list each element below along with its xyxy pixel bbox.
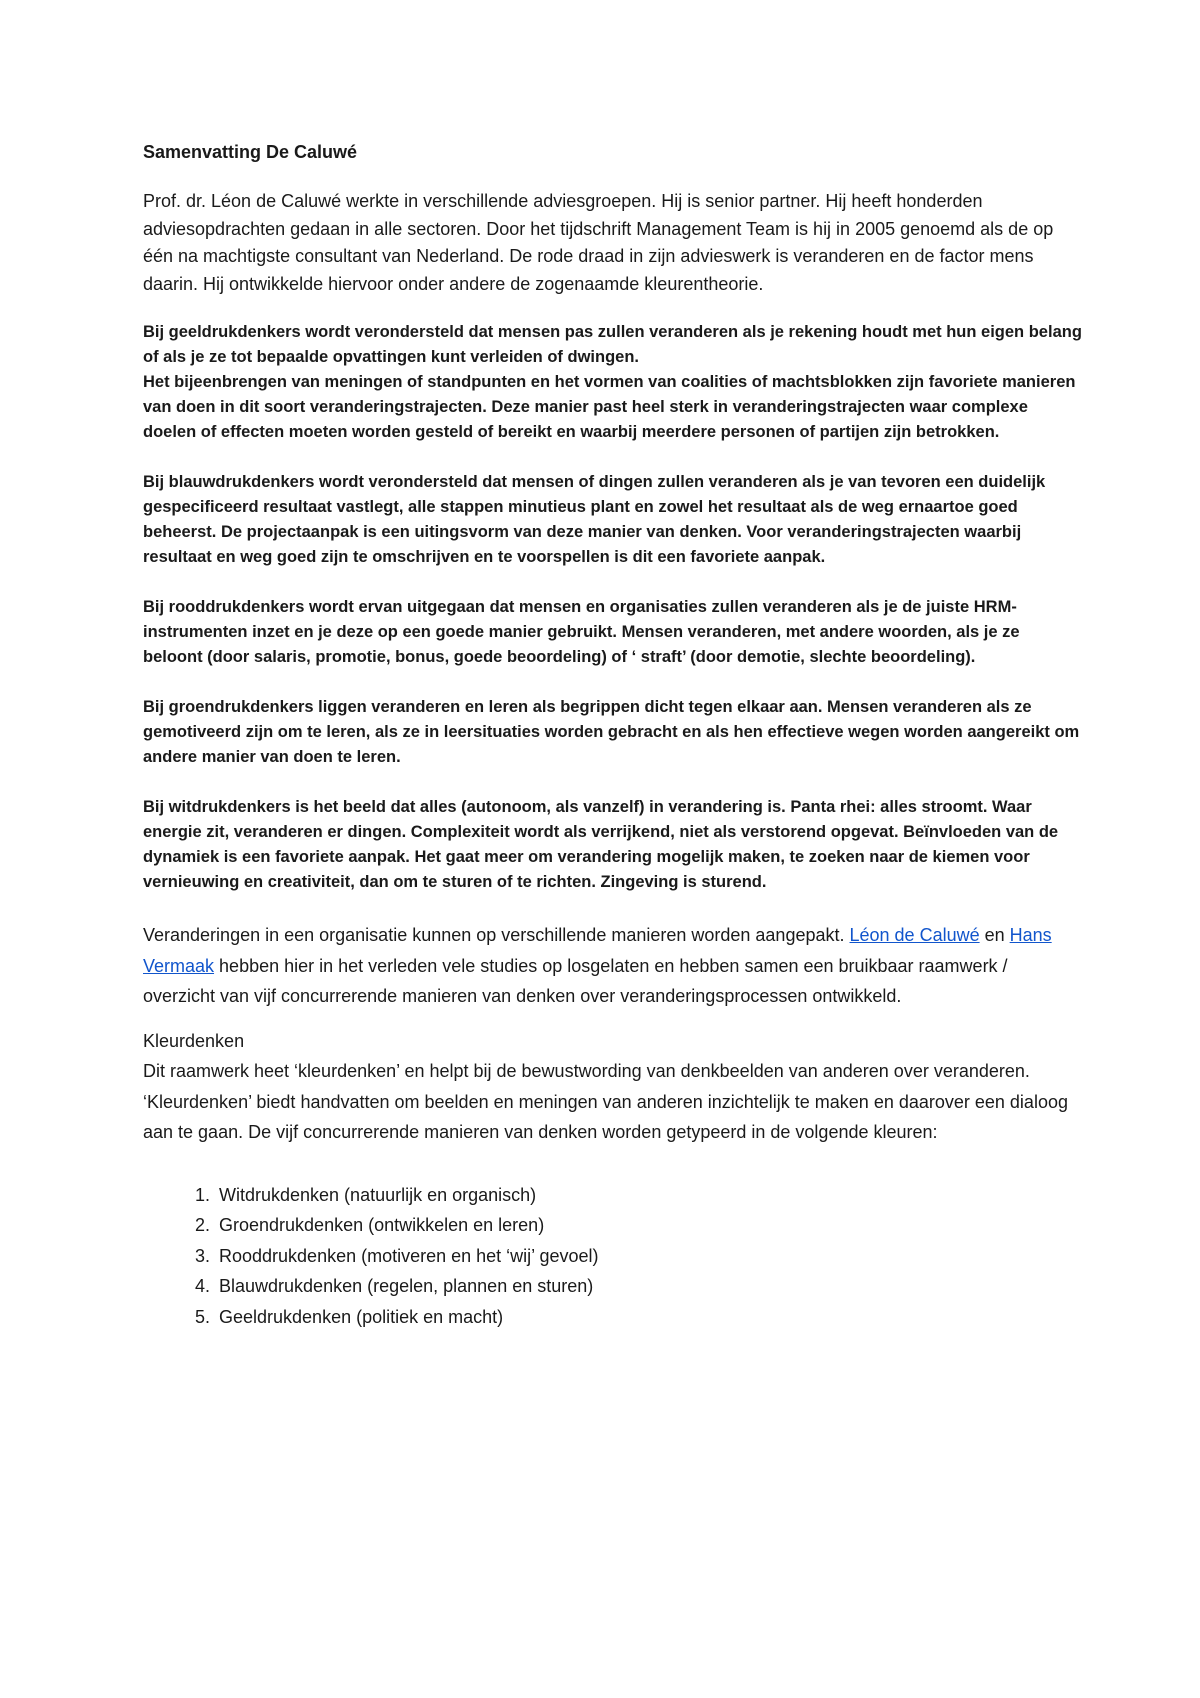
organisation-text-3: hebben hier in het verleden vele studies op losgelaten en hebben samen een bruikbaar raamwerk / overzicht van vijf concurrerende manieren van denken over veranderingsprocessen ontwikkeld. <box>143 955 1008 1006</box>
document-page <box>143 140 1083 1332</box>
kleurdenken-section <box>143 1026 1083 1148</box>
witdruk-paragraph: Bij witdrukdenkers is het beeld dat alles (autonoom, als vanzelf) in verandering is. Panta rhei: alles stroomt. Waar energie zit, veranderen er dingen. Complexiteit wordt als verrijkend, niet als verstorend opgevat. Beïnvloeden van de dynamiek is een favoriete aanpak. Het gaat meer om verandering mogelijk maken, te zoeken naar de kiemen voor vernieuwing en creativiteit, dan om te sturen of te richten. Zingeving is sturend. <box>143 798 1059 891</box>
list-item: 2. Groendrukdenken (ontwikkelen en leren) <box>215 1210 1083 1241</box>
list-item: 1. Witdrukdenken (natuurlijk en organisch) <box>215 1180 1083 1211</box>
document-title: Samenvatting De Caluwé <box>143 142 358 162</box>
list-item: 4. Blauwdrukdenken (regelen, plannen en sturen) <box>215 1271 1083 1302</box>
geeldruk-sentence-1: Bij geeldrukdenkers wordt verondersteld dat mensen pas zullen veranderen als je rekening houdt met hun eigen belang of als je ze tot bepaalde opvattingen kunt verleiden of dwingen. <box>143 323 1082 366</box>
organisation-text-2: en <box>979 925 1010 945</box>
list-item: 5. Geeldrukdenken (politiek en macht) <box>215 1302 1083 1333</box>
geeldruk-paragraph <box>143 320 1083 445</box>
geeldruk-sentence-2: Het bijeenbrengen van meningen of standpunten en het vormen van coalities of machtsblokken zijn favoriete manieren van doen in dit soort veranderingstrajecten. Deze manier past heel sterk in veranderingstrajecten waar complexe doelen of effecten moeten worden gesteld of bereikt en waarbij meerdere personen of partijen zijn betrokken. <box>143 373 1076 441</box>
rooddruk-paragraph: Bij rooddrukdenkers wordt ervan uitgegaan dat mensen en organisaties zullen veranderen als je de juiste HRM-instrumenten inzet en je deze op een goede manier gebruikt. Mensen veranderen, met andere woorden, als je ze beloont (door salaris, promotie, bonus, goede beoordeling) of ‘ straft’ (door demotie, slechte beoordeling). <box>143 598 1020 666</box>
blauwdruk-paragraph: Bij blauwdrukdenkers wordt verondersteld dat mensen of dingen zullen veranderen als je van tevoren een duidelijk gespecificeerd resultaat vastlegt, alle stappen minutieus plant en zowel het resultaat als de weg ernaartoe goed beheerst. De projectaanpak is een uitingsvorm van deze manier van denken. Voor veranderingstrajecten waarbij resultaat en weg goed zijn te omschrijven en te voorspellen is dit een favoriete aanpak. <box>143 473 1046 566</box>
kleurdenken-text: Dit raamwerk heet ‘kleurdenken’ en helpt bij de bewustwording van denkbeelden van anderen over veranderen. ‘Kleurdenken’ biedt handvatten om beelden en meningen van anderen inzichtelijk te maken en daarover een dialoog aan te gaan. De vijf concurrerende manieren van denken worden getypeerd in de volgende kleuren: <box>143 1061 1068 1142</box>
list-item: 3. Rooddrukdenken (motiveren en het ‘wij’ gevoel) <box>215 1241 1083 1272</box>
organisation-text-1: Veranderingen in een organisatie kunnen op verschillende manieren worden aangepakt. <box>143 925 850 945</box>
kleurdenken-heading: Kleurdenken <box>143 1030 245 1051</box>
organisation-paragraph <box>143 920 1083 1012</box>
link-leon-de-caluwe[interactable]: Léon de Caluwé <box>849 925 980 945</box>
intro-paragraph: Prof. dr. Léon de Caluwé werkte in verschillende adviesgroepen. Hij is senior partner. Hij heeft honderden adviesopdrachten gedaan in alle sectoren. Door het tijdschrift Management Team is hij in 2005 genoemd als de op één na machtigste consultant van Nederland. De rode draad in zijn advieswerk is veranderen en de factor mens daarin. Hij ontwikkelde hiervoor onder andere de zogenaamde kleurentheorie. <box>143 191 1054 294</box>
link-hans-vermaak[interactable]: Hans Vermaak <box>143 925 1052 976</box>
groendruk-paragraph: Bij groendrukdenkers liggen veranderen en leren als begrippen dicht tegen elkaar aan. Mensen veranderen als ze gemotiveerd zijn om te leren, als ze in leersituaties worden gebracht en als hen effectieve wegen worden aangereikt om andere manier van doen te leren. <box>143 698 1080 766</box>
color-list <box>143 1180 1083 1333</box>
